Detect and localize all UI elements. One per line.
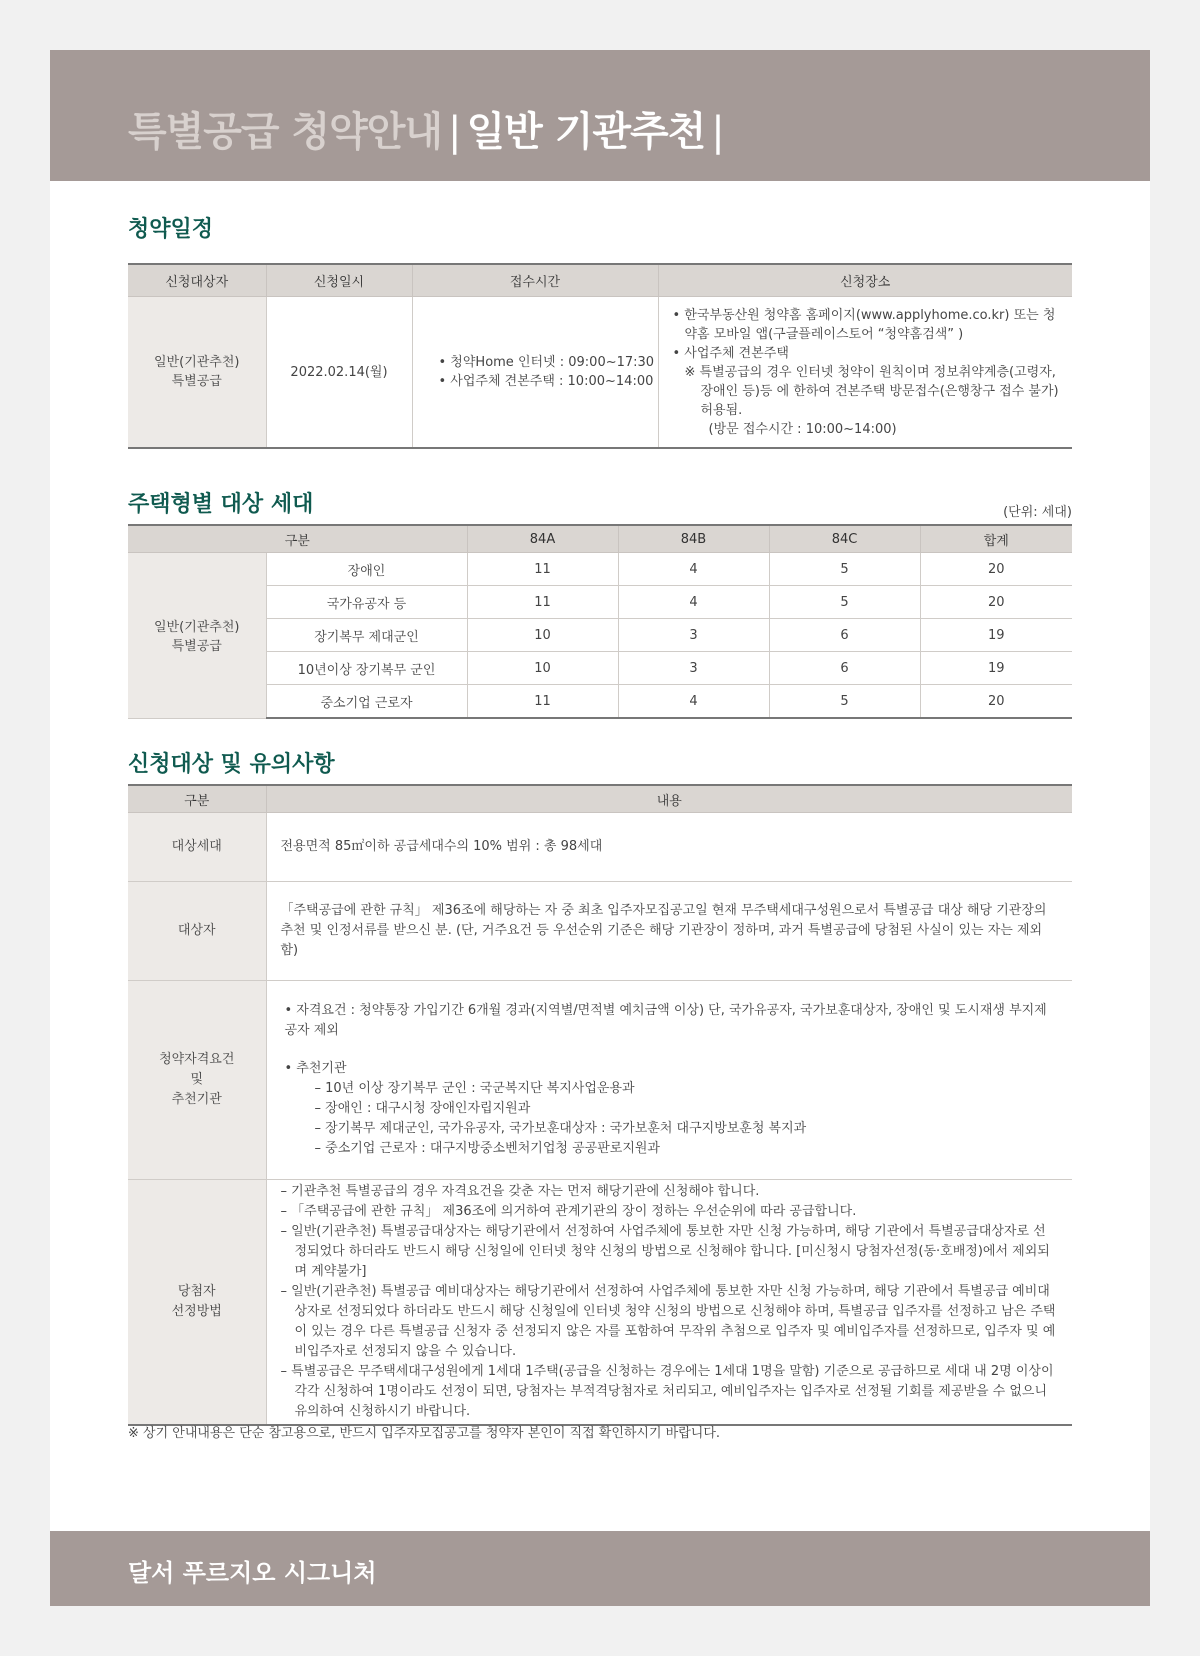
qual-spacer	[285, 1041, 1059, 1059]
schedule-target-line2: 특별공급	[171, 374, 222, 389]
housing-cell-total: 20	[920, 685, 1072, 719]
agency-item: – 중소기업 근로자 : 대구지방중소벤처기업청 공공판로지원과	[314, 1141, 660, 1156]
notice-winner-label	[128, 1180, 266, 1426]
housing-cell-84a: 10	[467, 619, 618, 652]
schedule-date-cell: 2022.02.14(월)	[266, 297, 412, 449]
housing-section-title: 주택형별 대상 세대	[128, 491, 314, 517]
notice-qual-label	[128, 981, 266, 1180]
qual-label-line2: 및	[190, 1072, 204, 1087]
housing-row-label: 국가유공자 등	[266, 586, 467, 619]
winner-label-line1: 당첨자	[177, 1284, 216, 1299]
brochure-page	[50, 50, 1150, 1606]
table-row	[128, 981, 1072, 1180]
qual-label-line3: 추천기관	[171, 1092, 222, 1107]
schedule-col-time: 접수시간	[412, 264, 658, 297]
schedule-col-place: 신청장소	[658, 264, 1072, 297]
housing-row-label: 10년이상 장기복무 군인	[266, 652, 467, 685]
schedule-time-cell	[412, 297, 658, 449]
housing-cell-total: 19	[920, 652, 1072, 685]
qual-agency-title: • 추천기관	[284, 1061, 347, 1076]
winner-label-line2: 선정방법	[171, 1304, 222, 1319]
page-title	[128, 110, 730, 154]
schedule-target-line1: 일반(기관추천)	[154, 355, 240, 370]
place-item-online: • 한국부동산원 청약홈 홈페이지(www.applyhome.co.kr) 또는 청약홈 모바일 앱(구글플레이스토어 “청약홈검색” )	[672, 307, 1056, 342]
schedule-table	[128, 263, 1072, 449]
table-row	[128, 652, 1072, 685]
notice-table	[128, 784, 1072, 1426]
title-main: 특별공급 청약안내	[128, 109, 443, 155]
notice-person-content: 「주택공급에 관한 규칙」 제36조에 해당하는 자 중 최초 입주자모집공고일 현재 무주택세대구성원으로서 특별공급 대상 해당 기관장의 추천 및 인정서류를 받으신 분. (단, 거주요건 등 우선순위 기준은 해당 기관장이 정하며, 과거 특별공급에 당첨된 사실이 있는 자는 제외함)	[266, 882, 1072, 981]
schedule-row	[128, 297, 1072, 449]
housing-group-cell	[128, 553, 266, 719]
housing-col-84b: 84B	[618, 525, 769, 553]
housing-cell-84b: 4	[618, 553, 769, 586]
notice-target-content: 전용면적 85㎡이하 공급세대수의 10% 범위 : 총 98세대	[266, 813, 1072, 882]
qual-requirement: • 자격요건 : 청약통장 가입기간 6개월 경과(지역별/면적별 예치금액 이상) 단, 국가유공자, 국가보훈대상자, 장애인 및 도시재생 부지제공자 제외	[284, 1003, 1047, 1038]
table-row	[128, 813, 1072, 882]
table-row	[128, 553, 1072, 586]
title-sub: 일반 기관추천	[466, 109, 706, 155]
housing-cell-84b: 4	[618, 685, 769, 719]
table-row	[128, 685, 1072, 719]
winner-item: – 일반(기관추천) 특별공급대상자는 해당기관에서 선정하여 사업주체에 통보한 자만 신청 가능하며, 해당 기관에서 특별공급대상자로 선정되었다 하더라도 반드시 해당 신청일에 인터넷 청약 신청의 방법으로 신청해야 합니다. [미신청시 당첨자선정(동·호배정)에서 제외되며 계약불가]	[280, 1224, 1050, 1279]
housing-cell-84b: 3	[618, 619, 769, 652]
table-row	[128, 619, 1072, 652]
housing-cell-84c: 5	[769, 553, 920, 586]
housing-col-category: 구분	[128, 525, 467, 553]
notice-person-label: 대상자	[128, 882, 266, 981]
table-row	[128, 586, 1072, 619]
notice-col-content: 내용	[266, 785, 1072, 813]
notice-header-row	[128, 785, 1072, 813]
table-row	[128, 882, 1072, 981]
winner-item: – 특별공급은 무주택세대구성원에게 1세대 1주택(공급을 신청하는 경우에는 1세대 1명을 말함) 기준으로 공급하므로 세대 내 2명 이상이 각각 신청하여 1명이라도 선정이 되면, 당첨자는 부적격당첨자로 처리되고, 예비입주자는 입주자로 선정될 기회를 제공받을 수 없으니 유의하여 신청하시기 바랍니다.	[280, 1364, 1054, 1419]
housing-cell-84a: 11	[467, 553, 618, 586]
housing-cell-84a: 11	[467, 685, 618, 719]
notice-col-category: 구분	[128, 785, 266, 813]
agency-item: – 10년 이상 장기복무 군인 : 국군복지단 복지사업운용과	[314, 1081, 635, 1096]
schedule-time-model-house: • 사업주체 견본주택 : 10:00~14:00	[438, 374, 654, 389]
housing-group-line2: 특별공급	[171, 639, 222, 655]
place-note-hours: (방문 접수시간 : 10:00~14:00)	[708, 421, 897, 437]
notice-winner-content	[266, 1180, 1072, 1426]
title-separator-right: |	[711, 109, 724, 155]
schedule-col-date: 신청일시	[266, 264, 412, 297]
housing-cell-total: 20	[920, 586, 1072, 619]
notice-target-label: 대상세대	[128, 813, 266, 882]
housing-cell-84b: 3	[618, 652, 769, 685]
qual-label-line1: 청약자격요건	[159, 1052, 235, 1067]
housing-row-label: 장애인	[266, 553, 467, 586]
place-note: ※ 특별공급의 경우 인터넷 청약이 원칙이며 정보취약계층(고령자, 장애인 등)등 에 한하여 견본주택 방문접수(은행창구 접수 불가) 허용됨.	[684, 364, 1059, 418]
housing-row-label: 장기복무 제대군인	[266, 619, 467, 652]
winner-item: – 기관추천 특별공급의 경우 자격요건을 갖춘 자는 먼저 해당기관에 신청해야 합니다.	[280, 1184, 760, 1199]
schedule-target-cell	[128, 297, 266, 449]
housing-group-line1: 일반(기관추천)	[154, 620, 240, 636]
housing-cell-total: 20	[920, 553, 1072, 586]
footer-banner	[50, 1531, 1150, 1606]
winner-item: – 「주택공급에 관한 규칙」 제36조에 의거하여 관계기관의 장이 정하는 우선순위에 따라 공급합니다.	[280, 1204, 857, 1219]
schedule-col-target: 신청대상자	[128, 264, 266, 297]
housing-cell-84b: 4	[618, 586, 769, 619]
housing-cell-84a: 10	[467, 652, 618, 685]
housing-cell-84a: 11	[467, 586, 618, 619]
housing-col-total: 합계	[920, 525, 1072, 553]
schedule-place-cell	[658, 297, 1072, 449]
housing-cell-84c: 5	[769, 685, 920, 719]
housing-cell-84c: 6	[769, 652, 920, 685]
housing-header-row	[128, 525, 1072, 553]
unit-note: (단위: 세대)	[1003, 505, 1072, 520]
footnote: ※ 상기 안내내용은 단순 참고용으로, 반드시 입주자모집공고를 청약자 본인이 직접 확인하시기 바랍니다.	[128, 1426, 721, 1441]
agency-item: – 장애인 : 대구시청 장애인자립지원과	[314, 1101, 531, 1116]
schedule-time-internet: • 청약Home 인터넷 : 09:00~17:30	[438, 355, 655, 370]
schedule-header-row	[128, 264, 1072, 297]
header-banner	[50, 50, 1150, 181]
title-separator-left: |	[448, 109, 461, 155]
housing-cell-84c: 5	[769, 586, 920, 619]
table-row	[128, 1180, 1072, 1426]
footer-title: 달서 푸르지오 시그니처	[128, 1559, 377, 1587]
notice-section-title: 신청대상 및 유의사항	[128, 751, 335, 777]
housing-table	[128, 524, 1072, 719]
winner-item: – 일반(기관추천) 특별공급 예비대상자는 해당기관에서 선정하여 사업주체에 통보한 자만 신청 가능하며, 해당 기관에서 특별공급 예비대상자로 선정되었다 하더라도 반드시 해당 신청일에 인터넷 청약 신청의 방법으로 신청해야 하며, 특별공급 입주자를 선정하고 남은 주택이 있는 경우 다른 특별공급 신청자 중 선정되지 않은 자를 포함하여 무작위 추첨으로 입주자 및 예비입주자를 선정하므로, 입주자 및 예비입주자로 선정되지 않을 수 있습니다.	[280, 1284, 1056, 1359]
housing-cell-total: 19	[920, 619, 1072, 652]
schedule-section-title: 청약일정	[128, 216, 214, 242]
notice-qual-content	[266, 981, 1072, 1180]
housing-col-84a: 84A	[467, 525, 618, 553]
housing-col-84c: 84C	[769, 525, 920, 553]
housing-cell-84c: 6	[769, 619, 920, 652]
agency-item: – 장기복무 제대군인, 국가유공자, 국가보훈대상자 : 국가보훈처 대구지방보훈청 복지과	[314, 1121, 807, 1136]
place-item-model-house: • 사업주체 견본주택	[672, 345, 789, 361]
housing-row-label: 중소기업 근로자	[266, 685, 467, 719]
